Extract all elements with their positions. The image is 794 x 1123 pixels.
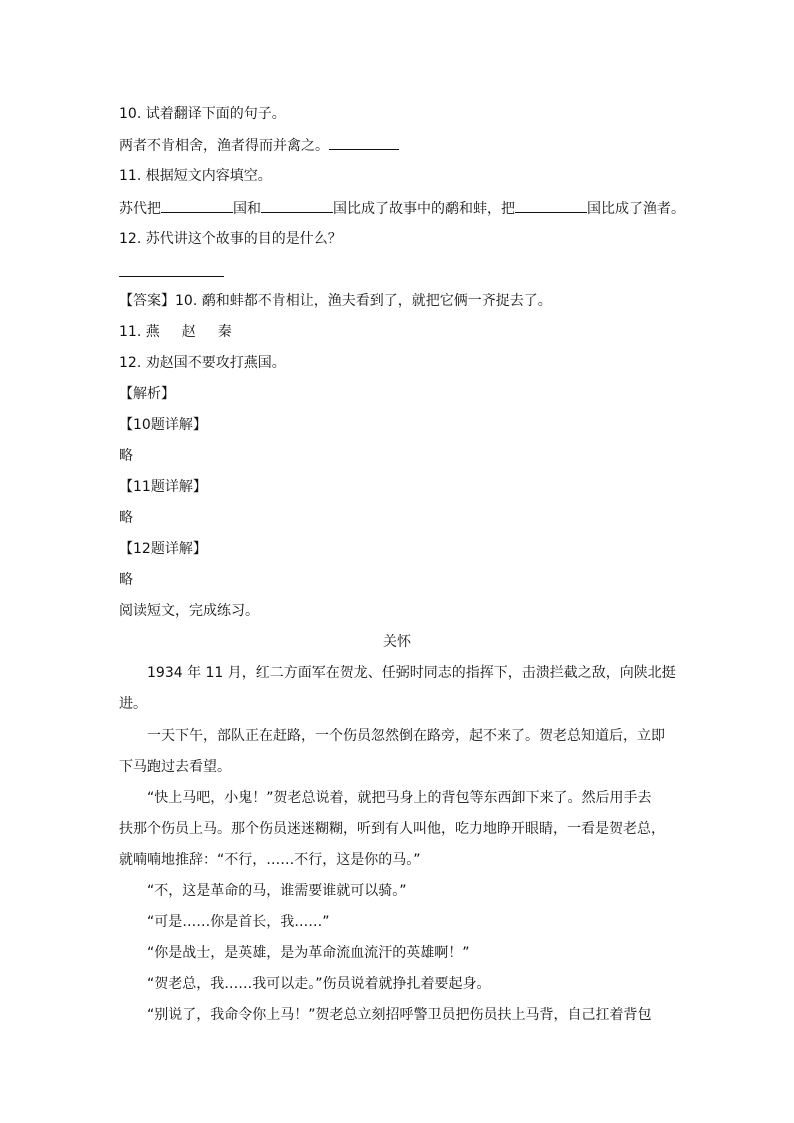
answer-11-b: 赵 <box>181 324 196 340</box>
detail-12-heading: 【12题详解】 <box>119 541 207 557</box>
q10-sentence-text: 两者不肯相舍，渔者得而并禽之。 <box>119 138 329 154</box>
q11-text-3: 国比成了故事中的鹬和蚌，把 <box>333 201 515 217</box>
fill-blank-1[interactable] <box>161 198 233 213</box>
q11-text-2: 国和 <box>233 201 261 217</box>
answer-10: 【答案】10. 鹬和蚌都不肯相让，渔夫看到了，就把它俩一齐捉去了。 <box>119 293 552 309</box>
passage-para-8: “别说了，我命令你上马！”贺老总立刻招呼警卫员把伤员扶上马背，自己扛着背包 <box>147 1007 652 1023</box>
answer-12: 12. 劝赵国不要攻打燕国。 <box>119 355 286 371</box>
detail-10-body: 略 <box>119 448 133 464</box>
passage-para-2-line-2: 下马跑过去看望。 <box>119 759 231 775</box>
detail-10-heading: 【10题详解】 <box>119 417 207 433</box>
detail-11-heading: 【11题详解】 <box>119 479 207 495</box>
q11-text-1: 苏代把 <box>119 201 161 217</box>
passage-para-3-line-2: 扶那个伤员上马。那个伤员迷迷糊糊，听到有人叫他，吃力地睁开眼睛，一看是贺老总， <box>119 821 665 837</box>
detail-11-body: 略 <box>119 510 133 526</box>
q11-text-4: 国比成了渔者。 <box>587 201 685 217</box>
question-11-title: 11. 根据短文内容填空。 <box>119 168 272 184</box>
question-10-sentence <box>119 135 399 156</box>
passage-para-2-line-1: 一天下午，部队正在赶路，一个伤员忽然倒在路旁，起不来了。贺老总知道后，立即 <box>147 728 665 744</box>
reading-instruction: 阅读短文，完成练习。 <box>119 603 259 619</box>
fill-blank-3[interactable] <box>515 198 587 213</box>
detail-12-body: 略 <box>119 572 133 588</box>
answer-11-c: 秦 <box>217 324 232 340</box>
passage-para-4: “不，这是革命的马，谁需要谁就可以骑。” <box>147 883 407 899</box>
question-10-title: 10. 试着翻译下面的句子。 <box>119 106 286 122</box>
passage-title: 关怀 <box>383 634 411 650</box>
answer-11 <box>119 322 232 342</box>
passage-para-3-line-3: 就喃喃地推辞：“不行，……不行，这是你的马。” <box>119 852 421 868</box>
passage-para-1-line-1: 1934 年 11 月，红二方面军在贺龙、任弼时同志的指挥下，击溃拦截之敌，向陕北挺 <box>147 665 676 681</box>
fill-blank-2[interactable] <box>261 198 333 213</box>
analysis-heading: 【解析】 <box>119 386 175 402</box>
passage-para-1-line-2: 进。 <box>119 696 147 712</box>
answer-blank[interactable] <box>119 262 224 277</box>
passage-para-3-line-1: “快上马吧，小鬼！”贺老总说着，就把马身上的背包等东西卸下来了。然后用手去 <box>147 790 652 806</box>
answer-11-prefix: 11. 燕 <box>119 324 160 340</box>
question-12-title: 12. 苏代讲这个故事的目的是什么？ <box>119 231 342 247</box>
passage-para-7: “贺老总，我……我可以走。”伤员说着就挣扎着要起身。 <box>147 976 491 992</box>
passage-para-6: “你是战士，是英雄，是为革命流血流汗的英雄啊！” <box>147 945 470 961</box>
answer-blank[interactable] <box>329 135 399 150</box>
passage-para-5: “可是……你是首长，我……” <box>147 914 330 930</box>
question-11-fill <box>119 198 685 219</box>
question-12-blank-line <box>119 262 224 283</box>
